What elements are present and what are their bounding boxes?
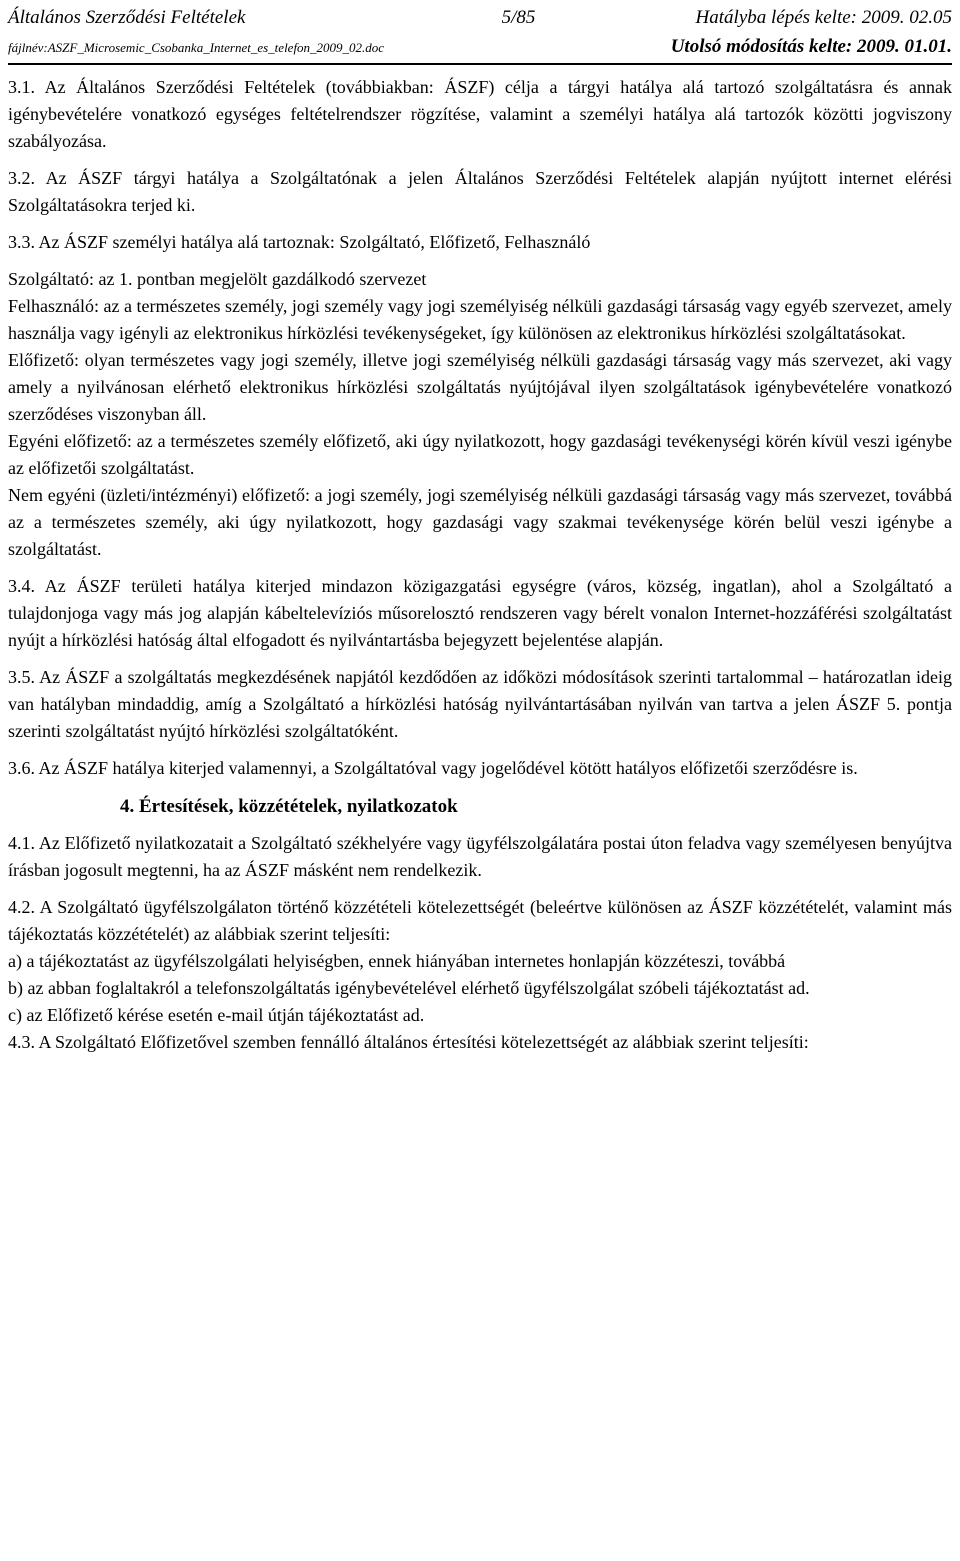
list-item-4-2-b: b) az abban foglaltakról a telefonszolgáltatás igénybevételével elérhető ügyfélszolgálat szóbeli tájékoztatást ad. — [8, 978, 810, 998]
file-name: fájlnév:ASZF_Microsemic_Csobanka_Internet_es_telefon_2009_02.doc — [8, 40, 385, 55]
page-header — [8, 4, 952, 65]
document-body — [8, 74, 952, 1056]
definition-egyeni-elofizeto: Egyéni előfizető: az a természetes személy előfizető, aki úgy nyilatkozott, hogy gazdasági tevékenységi körén kívül veszi igénybe az előfizetői szolgáltatást. — [8, 431, 952, 478]
header-row-top — [8, 4, 952, 32]
modified-date: Utolsó módosítás kelte: 2009. 01.01. — [670, 36, 952, 57]
paragraph-4-2: 4.2. A Szolgáltató ügyfélszolgálaton történő közzétételi kötelezettségét (beleértve különösen az ÁSZF közzétételét, valamint más tájékoztatás közzétételét) az alábbiak szerint teljesíti: — [8, 897, 952, 944]
paragraph-4-3: 4.3. A Szolgáltató Előfizetővel szemben fennálló általános értesítési kötelezettségét az alábbiak szerint teljesíti: — [8, 1032, 809, 1052]
paragraph-3-4: 3.4. Az ÁSZF területi hatálya kiterjed mindazon közigazgatási egységre (város, község, ingatlan), ahol a Szolgáltató a tulajdonjoga vagy más jog alapján kábeltelevíziós műsorelosztó rendszeren vagy bérelt vonalon Internet-hozzáférési szolgáltatást nyújt a hírközlési hatóság által elfogadott és nyilvántartásba bejegyzett bejelentése alapján. — [8, 576, 952, 650]
paragraph-3-1: 3.1. Az Általános Szerződési Feltételek (továbbiakban: ÁSZF) célja a tárgyi hatálya alá tartozó szolgáltatásra és annak igénybevételére vonatkozó egységes feltételrendszer rögzítése, valamint a személyi hatálya alá tartozók közötti jogviszony szabályozása. — [8, 77, 952, 151]
paragraph-3-3: 3.3. Az ÁSZF személyi hatálya alá tartoznak: Szolgáltató, Előfizető, Felhasználó — [8, 232, 591, 252]
page-number: 5/85 — [501, 7, 536, 28]
effective-date: Hatályba lépés kelte: 2009. 02.05 — [695, 7, 952, 28]
definition-szolgaltato: Szolgáltató: az 1. pontban megjelölt gazdálkodó szervezet — [8, 269, 427, 289]
section-heading-4: 4. Értesítések, közzétételek, nyilatkozatok — [120, 796, 458, 817]
paragraph-4-1: 4.1. Az Előfizető nyilatkozatait a Szolgáltató székhelyére vagy ügyfélszolgálatára postai úton feladva vagy személyesen benyújtva írásban jogosult megtenni, ha az ÁSZF másként nem rendelkezik. — [8, 833, 952, 880]
document-title: Általános Szerződési Feltételek — [8, 7, 246, 28]
list-item-4-2-a: a) a tájékoztatást az ügyfélszolgálati helyiségben, ennek hiányában internetes honlapján közzéteszi, továbbá — [8, 951, 786, 971]
definition-felhasznalo: Felhasználó: az a természetes személy, jogi személy vagy jogi személyiség nélküli gazdasági társaság vagy egyéb szervezet, amely használja vagy igényli az elektronikus hírközlési tevékenységeket, így különösen az elektronikus hírközlési szolgáltatásokat. — [8, 296, 952, 343]
paragraph-3-6: 3.6. Az ÁSZF hatálya kiterjed valamennyi, a Szolgáltatóval vagy jogelődével kötött hatályos előfizetői szerződésre is. — [8, 758, 858, 778]
paragraph-3-2: 3.2. Az ÁSZF tárgyi hatálya a Szolgáltatónak a jelen Általános Szerződési Feltételek alapján nyújtott internet elérési Szolgáltatásokra terjed ki. — [8, 168, 952, 215]
list-item-4-2-c: c) az Előfizető kérése esetén e-mail útján tájékoztatást ad. — [8, 1005, 425, 1025]
header-row-bottom — [8, 32, 952, 63]
definition-elofizeto: Előfizető: olyan természetes vagy jogi személy, illetve jogi személyiség nélküli gazdasági társaság vagy más szervezet, aki vagy amely a nyilvánosan elérhető elektronikus hírközlési szolgáltatás nyújtójával ilyen szolgáltatások igénybevételére vonatkozó szerződéses viszonyban áll. — [8, 350, 952, 424]
definition-nem-egyeni-elofizeto: Nem egyéni (üzleti/intézményi) előfizető: a jogi személy, jogi személyiség nélküli gazdasági társaság vagy más szervezet, továbbá az a természetes személy, aki úgy nyilatkozott, hogy gazdasági vagy szakmai tevékenysége körén belül veszi igénybe a szolgáltatást. — [8, 485, 952, 559]
paragraph-3-5: 3.5. Az ÁSZF a szolgáltatás megkezdésének napjától kezdődően az időközi módosítások szerinti tartalommal – határozatlan ideig van hatályban mindaddig, amíg a Szolgáltató a hírközlési hatóság nyilvántartásában nyilván van tartva a jelen ÁSZF 5. pontja szerinti szolgáltatást nyújtó hírközlési szolgáltatóként. — [8, 667, 952, 741]
